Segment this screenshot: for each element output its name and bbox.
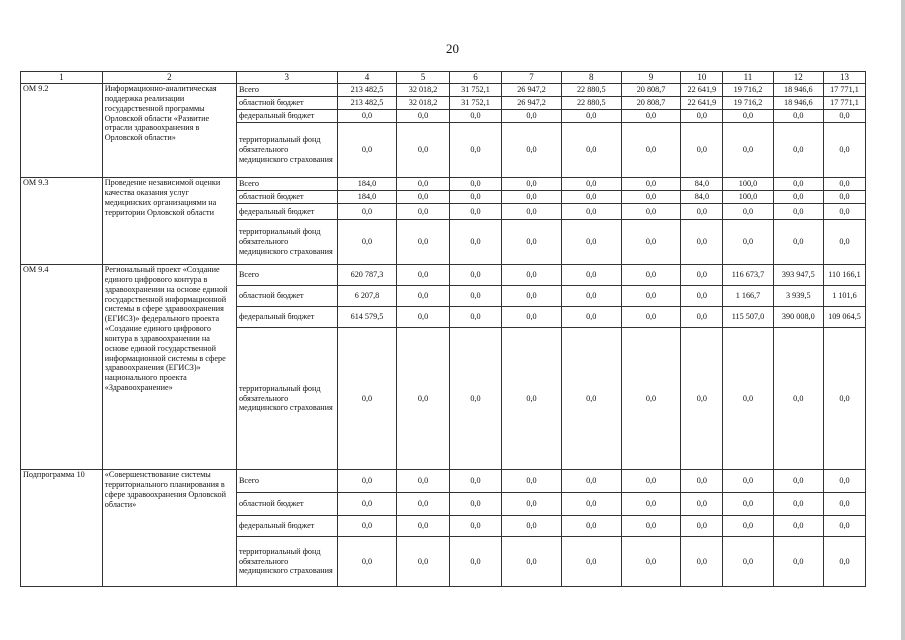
amount-cell: 0,0	[397, 307, 449, 328]
measure-name-cell: «Совершенствование системы территориального планирования в сфере здравоохранения Орловской области»	[102, 470, 236, 587]
amount-cell: 0,0	[397, 110, 449, 123]
funding-source-cell: Всего	[236, 265, 337, 286]
amount-cell: 0,0	[397, 123, 449, 178]
amount-cell: 0,0	[397, 516, 449, 537]
amount-cell: 0,0	[397, 286, 449, 307]
funding-source-cell: федеральный бюджет	[236, 204, 337, 220]
amount-cell: 22 641,9	[681, 97, 723, 110]
amount-cell: 0,0	[823, 537, 865, 587]
amount-cell: 0,0	[502, 286, 562, 307]
amount-cell: 0,0	[502, 265, 562, 286]
funding-source-cell: областной бюджет	[236, 97, 337, 110]
amount-cell: 22 641,9	[681, 84, 723, 97]
amount-cell: 0,0	[397, 220, 449, 265]
amount-cell: 0,0	[337, 470, 397, 493]
amount-cell: 0,0	[773, 516, 823, 537]
amount-cell: 0,0	[723, 516, 773, 537]
amount-cell: 0,0	[449, 178, 501, 191]
amount-cell: 84,0	[681, 191, 723, 204]
amount-cell: 31 752,1	[449, 84, 501, 97]
amount-cell: 19 716,2	[723, 97, 773, 110]
amount-cell: 0,0	[561, 265, 621, 286]
amount-cell: 0,0	[502, 220, 562, 265]
table-body	[21, 72, 866, 587]
amount-cell: 184,0	[337, 191, 397, 204]
amount-cell: 0,0	[449, 265, 501, 286]
amount-cell: 3 939,5	[773, 286, 823, 307]
measure-code-cell: ОМ 9.2	[21, 84, 103, 178]
column-header: 1	[21, 72, 103, 84]
amount-cell: 0,0	[397, 265, 449, 286]
amount-cell: 0,0	[681, 493, 723, 516]
amount-cell: 0,0	[337, 537, 397, 587]
amount-cell: 0,0	[621, 191, 681, 204]
amount-cell: 0,0	[823, 493, 865, 516]
funding-source-cell: областной бюджет	[236, 493, 337, 516]
amount-cell: 0,0	[823, 220, 865, 265]
amount-cell: 17 771,1	[823, 84, 865, 97]
amount-cell: 0,0	[823, 328, 865, 470]
amount-cell: 0,0	[561, 328, 621, 470]
amount-cell: 0,0	[681, 286, 723, 307]
amount-cell: 0,0	[502, 191, 562, 204]
amount-cell: 19 716,2	[723, 84, 773, 97]
amount-cell: 0,0	[449, 110, 501, 123]
amount-cell: 26 947,2	[502, 97, 562, 110]
amount-cell: 1 101,6	[823, 286, 865, 307]
column-header: 10	[681, 72, 723, 84]
measure-name-cell: Информационно-аналитическая поддержка реализации государственной программы Орловской области «Развитие отрасли здравоохранения в Орловской области»	[102, 84, 236, 178]
amount-cell: 0,0	[502, 123, 562, 178]
funding-source-cell: Всего	[236, 178, 337, 191]
column-header-row	[21, 72, 866, 84]
amount-cell: 0,0	[773, 493, 823, 516]
amount-cell: 0,0	[621, 265, 681, 286]
amount-cell: 0,0	[723, 123, 773, 178]
column-header: 11	[723, 72, 773, 84]
amount-cell: 0,0	[681, 470, 723, 493]
amount-cell: 0,0	[337, 204, 397, 220]
amount-cell: 0,0	[561, 516, 621, 537]
funding-source-cell: Всего	[236, 84, 337, 97]
table-row	[21, 178, 866, 191]
amount-cell: 0,0	[397, 328, 449, 470]
amount-cell: 0,0	[502, 328, 562, 470]
amount-cell: 0,0	[621, 286, 681, 307]
amount-cell: 0,0	[773, 110, 823, 123]
amount-cell: 0,0	[723, 493, 773, 516]
amount-cell: 0,0	[823, 516, 865, 537]
amount-cell: 0,0	[502, 204, 562, 220]
amount-cell: 0,0	[681, 265, 723, 286]
amount-cell: 0,0	[681, 516, 723, 537]
column-header: 13	[823, 72, 865, 84]
amount-cell: 0,0	[621, 110, 681, 123]
amount-cell: 0,0	[449, 307, 501, 328]
amount-cell: 0,0	[773, 123, 823, 178]
amount-cell: 0,0	[397, 204, 449, 220]
column-header: 6	[449, 72, 501, 84]
amount-cell: 0,0	[681, 220, 723, 265]
amount-cell: 393 947,5	[773, 265, 823, 286]
funding-source-cell: территориальный фонд обязательного медицинского страхования	[236, 537, 337, 587]
amount-cell: 0,0	[773, 178, 823, 191]
amount-cell: 0,0	[773, 204, 823, 220]
measure-name-cell: Проведение независимой оценки качества оказания услуг медицинских организациями на территории Орловской области	[102, 178, 236, 265]
amount-cell: 26 947,2	[502, 84, 562, 97]
budget-table	[20, 71, 866, 587]
amount-cell: 0,0	[823, 204, 865, 220]
amount-cell: 0,0	[723, 110, 773, 123]
amount-cell: 0,0	[449, 537, 501, 587]
amount-cell: 0,0	[773, 191, 823, 204]
amount-cell: 116 673,7	[723, 265, 773, 286]
amount-cell: 0,0	[773, 537, 823, 587]
funding-source-cell: областной бюджет	[236, 286, 337, 307]
amount-cell: 22 880,5	[561, 84, 621, 97]
amount-cell: 20 808,7	[621, 84, 681, 97]
page-edge-shadow	[901, 0, 905, 640]
funding-source-cell: территориальный фонд обязательного медицинского страхования	[236, 328, 337, 470]
column-header: 2	[102, 72, 236, 84]
amount-cell: 0,0	[723, 470, 773, 493]
amount-cell: 0,0	[397, 493, 449, 516]
amount-cell: 0,0	[773, 220, 823, 265]
amount-cell: 0,0	[449, 191, 501, 204]
amount-cell: 22 880,5	[561, 97, 621, 110]
amount-cell: 0,0	[621, 204, 681, 220]
amount-cell: 0,0	[502, 307, 562, 328]
column-header: 5	[397, 72, 449, 84]
column-header: 9	[621, 72, 681, 84]
amount-cell: 100,0	[723, 178, 773, 191]
amount-cell: 110 166,1	[823, 265, 865, 286]
column-header: 4	[337, 72, 397, 84]
amount-cell: 0,0	[561, 470, 621, 493]
amount-cell: 0,0	[681, 328, 723, 470]
amount-cell: 6 207,8	[337, 286, 397, 307]
funding-source-cell: территориальный фонд обязательного медицинского страхования	[236, 220, 337, 265]
amount-cell: 0,0	[621, 178, 681, 191]
amount-cell: 0,0	[681, 204, 723, 220]
amount-cell: 1 166,7	[723, 286, 773, 307]
amount-cell: 0,0	[723, 220, 773, 265]
funding-source-cell: федеральный бюджет	[236, 110, 337, 123]
amount-cell: 213 482,5	[337, 97, 397, 110]
amount-cell: 0,0	[337, 516, 397, 537]
amount-cell: 0,0	[397, 178, 449, 191]
funding-source-cell: федеральный бюджет	[236, 307, 337, 328]
amount-cell: 0,0	[561, 537, 621, 587]
amount-cell: 0,0	[449, 220, 501, 265]
table-row	[21, 84, 866, 97]
amount-cell: 0,0	[561, 493, 621, 516]
amount-cell: 0,0	[561, 191, 621, 204]
amount-cell: 0,0	[449, 204, 501, 220]
amount-cell: 0,0	[502, 178, 562, 191]
amount-cell: 620 787,3	[337, 265, 397, 286]
amount-cell: 0,0	[681, 110, 723, 123]
amount-cell: 0,0	[502, 493, 562, 516]
amount-cell: 0,0	[621, 470, 681, 493]
amount-cell: 0,0	[773, 470, 823, 493]
measure-code-cell: ОМ 9.4	[21, 265, 103, 470]
amount-cell: 0,0	[823, 178, 865, 191]
amount-cell: 0,0	[449, 516, 501, 537]
amount-cell: 0,0	[561, 307, 621, 328]
amount-cell: 0,0	[681, 307, 723, 328]
amount-cell: 0,0	[561, 178, 621, 191]
amount-cell: 0,0	[723, 328, 773, 470]
amount-cell: 0,0	[337, 220, 397, 265]
amount-cell: 32 018,2	[397, 84, 449, 97]
amount-cell: 0,0	[502, 470, 562, 493]
amount-cell: 31 752,1	[449, 97, 501, 110]
amount-cell: 0,0	[397, 470, 449, 493]
column-header: 8	[561, 72, 621, 84]
amount-cell: 0,0	[621, 123, 681, 178]
funding-source-cell: федеральный бюджет	[236, 516, 337, 537]
amount-cell: 0,0	[681, 123, 723, 178]
measure-name-cell: Региональный проект «Создание единого цифрового контура в здравоохранении на основе единой государственной информационной системы в сфере здравоохранения (ЕГИСЗ)» федерального проекта «Создание единого цифрового контура в здравоохранении на основе единой государственной информационной системы в сфере здравоохранения (ЕГИСЗ)» национального проекта «Здравоохранение»	[102, 265, 236, 470]
amount-cell: 390 008,0	[773, 307, 823, 328]
amount-cell: 0,0	[723, 204, 773, 220]
amount-cell: 0,0	[823, 191, 865, 204]
amount-cell: 0,0	[502, 516, 562, 537]
amount-cell: 0,0	[823, 470, 865, 493]
column-header: 3	[236, 72, 337, 84]
amount-cell: 0,0	[621, 516, 681, 537]
amount-cell: 0,0	[397, 537, 449, 587]
amount-cell: 84,0	[681, 178, 723, 191]
amount-cell: 115 507,0	[723, 307, 773, 328]
amount-cell: 0,0	[561, 110, 621, 123]
funding-source-cell: Всего	[236, 470, 337, 493]
amount-cell: 0,0	[502, 537, 562, 587]
amount-cell: 0,0	[561, 220, 621, 265]
amount-cell: 0,0	[337, 123, 397, 178]
amount-cell: 0,0	[561, 204, 621, 220]
amount-cell: 109 064,5	[823, 307, 865, 328]
amount-cell: 18 946,6	[773, 97, 823, 110]
amount-cell: 0,0	[823, 110, 865, 123]
amount-cell: 0,0	[621, 307, 681, 328]
measure-code-cell: ОМ 9.3	[21, 178, 103, 265]
amount-cell: 0,0	[823, 123, 865, 178]
amount-cell: 0,0	[681, 537, 723, 587]
amount-cell: 0,0	[621, 220, 681, 265]
table-row	[21, 470, 866, 493]
amount-cell: 32 018,2	[397, 97, 449, 110]
amount-cell: 0,0	[449, 123, 501, 178]
amount-cell: 0,0	[337, 110, 397, 123]
amount-cell: 0,0	[397, 191, 449, 204]
amount-cell: 17 771,1	[823, 97, 865, 110]
table-row	[21, 265, 866, 286]
amount-cell: 0,0	[621, 328, 681, 470]
amount-cell: 184,0	[337, 178, 397, 191]
amount-cell: 614 579,5	[337, 307, 397, 328]
amount-cell: 0,0	[621, 493, 681, 516]
amount-cell: 20 808,7	[621, 97, 681, 110]
amount-cell: 0,0	[502, 110, 562, 123]
amount-cell: 0,0	[449, 493, 501, 516]
amount-cell: 0,0	[561, 286, 621, 307]
amount-cell: 0,0	[449, 286, 501, 307]
amount-cell: 100,0	[723, 191, 773, 204]
amount-cell: 0,0	[773, 328, 823, 470]
page-number: 20	[446, 41, 459, 56]
funding-source-cell: областной бюджет	[236, 191, 337, 204]
column-header: 7	[502, 72, 562, 84]
amount-cell: 0,0	[449, 328, 501, 470]
funding-source-cell: территориальный фонд обязательного медицинского страхования	[236, 123, 337, 178]
amount-cell: 0,0	[337, 493, 397, 516]
amount-cell: 0,0	[449, 470, 501, 493]
column-header: 12	[773, 72, 823, 84]
amount-cell: 0,0	[337, 328, 397, 470]
amount-cell: 0,0	[561, 123, 621, 178]
amount-cell: 0,0	[621, 537, 681, 587]
measure-code-cell: Подпрограмма 10	[21, 470, 103, 587]
amount-cell: 213 482,5	[337, 84, 397, 97]
amount-cell: 18 946,6	[773, 84, 823, 97]
amount-cell: 0,0	[723, 537, 773, 587]
